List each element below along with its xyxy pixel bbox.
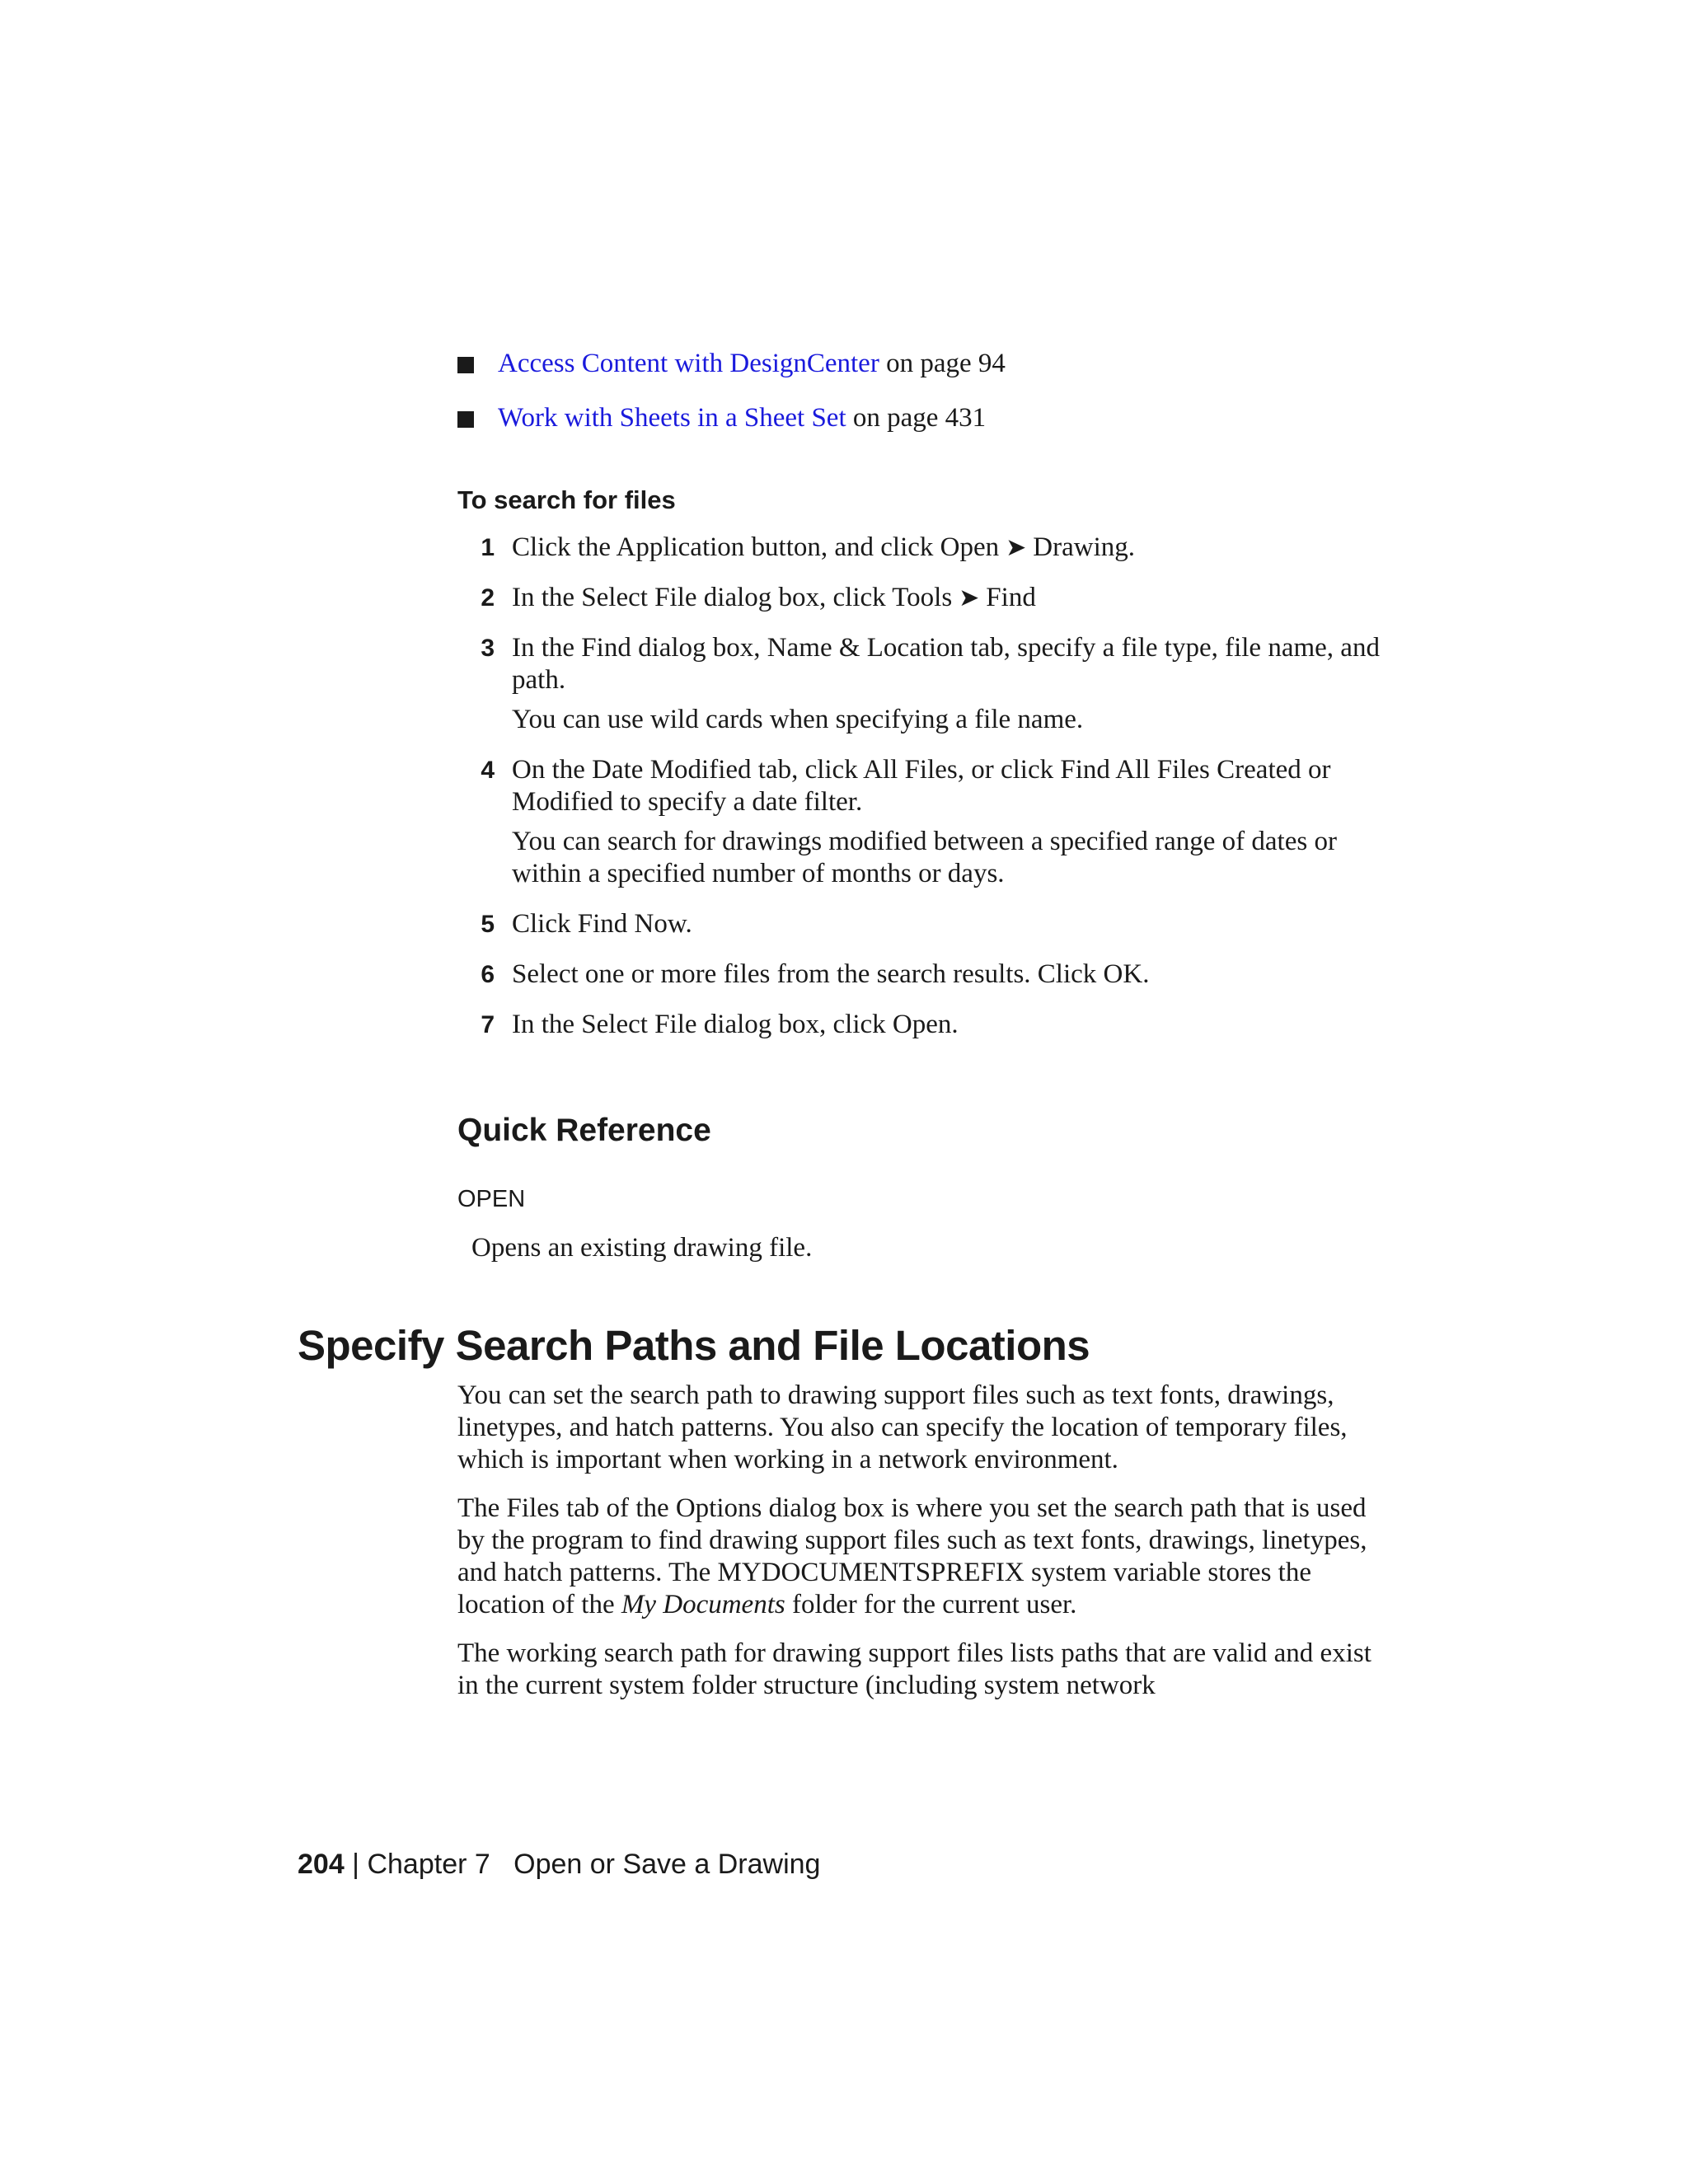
step-text: Select one or more files from the search results. Click OK. [512, 959, 1150, 989]
footer-separator: | [344, 1849, 368, 1880]
procedure-steps [457, 532, 1381, 1059]
section-body [457, 1380, 1381, 1718]
chapter-label: Chapter 7 [367, 1849, 490, 1880]
list-item [457, 348, 1364, 380]
step-text-continued: Find [986, 583, 1036, 612]
paragraph: The working search path for drawing support files lists paths that are valid and exist in the current system folder structure (including system network [457, 1638, 1372, 1700]
paragraph: You can set the search path to drawing support files such as text fonts, drawings, linetypes, and hatch patterns. You also can specify the location of temporary files, which is important when working in a network environment. [457, 1380, 1348, 1474]
paragraph: The Files tab of the Options dialog box is where you set the search path that is used by the program to find drawing support files such as text fonts, drawings, linetypes, and hatch patterns. The MYDOCUMENTSPREFIX system variable stores the location of the My Documents folder for the current user. [457, 1493, 1367, 1619]
step-item [457, 582, 1381, 614]
link-work-with-sheets[interactable]: Work with Sheets in a Sheet Set [498, 403, 846, 433]
page-reference: on page 94 [879, 349, 1006, 378]
step-text: In the Select File dialog box, click Tools [512, 583, 953, 612]
step-number: 2 [481, 584, 495, 612]
step-item [457, 754, 1381, 890]
step-text: On the Date Modified tab, click All Files, or click Find All Files Created or Modified to specify a date filter. [512, 755, 1331, 817]
step-note: You can search for drawings modified between a specified range of dates or within a specified number of months or days. [512, 827, 1337, 888]
step-number: 1 [481, 534, 495, 561]
command-description: Opens an existing drawing file. [471, 1233, 813, 1263]
step-number: 4 [481, 757, 495, 784]
step-text-continued: Drawing. [1033, 532, 1135, 562]
step-text: Click the Application button, and click Open [512, 532, 1000, 562]
step-number: 3 [481, 635, 495, 662]
page-number: 204 [298, 1849, 345, 1880]
step-item [457, 632, 1381, 736]
folder-name: My Documents [621, 1590, 785, 1619]
arrow-right-icon: ➤ [959, 584, 980, 612]
quick-reference-heading: Quick Reference [457, 1113, 711, 1148]
procedure-title: To search for files [457, 485, 676, 514]
step-text: In the Find dialog box, Name & Location tab, specify a file type, file name, and path. [512, 633, 1380, 695]
step-text: Click Find Now. [512, 909, 692, 939]
chapter-title: Open or Save a Drawing [513, 1849, 821, 1880]
step-note: You can use wild cards when specifying a file name. [512, 705, 1084, 734]
link-access-content-designcenter[interactable]: Access Content with DesignCenter [498, 349, 879, 378]
section-heading: Specify Search Paths and File Locations [298, 1322, 1090, 1369]
page-reference: on page 431 [846, 403, 987, 433]
step-item [457, 532, 1381, 564]
step-item [457, 958, 1381, 991]
step-item [457, 908, 1381, 940]
bullet-square-icon [457, 411, 474, 428]
step-number: 5 [481, 911, 495, 938]
command-name: OPEN [457, 1186, 526, 1212]
related-topics-list [457, 348, 1364, 457]
step-number: 7 [481, 1011, 495, 1038]
step-item [457, 1009, 1381, 1041]
list-item [457, 402, 1364, 434]
page-footer [298, 1849, 820, 1881]
bullet-square-icon [457, 357, 474, 373]
step-text: In the Select File dialog box, click Open. [512, 1010, 959, 1039]
arrow-right-icon: ➤ [1006, 534, 1027, 561]
step-number: 6 [481, 961, 495, 988]
